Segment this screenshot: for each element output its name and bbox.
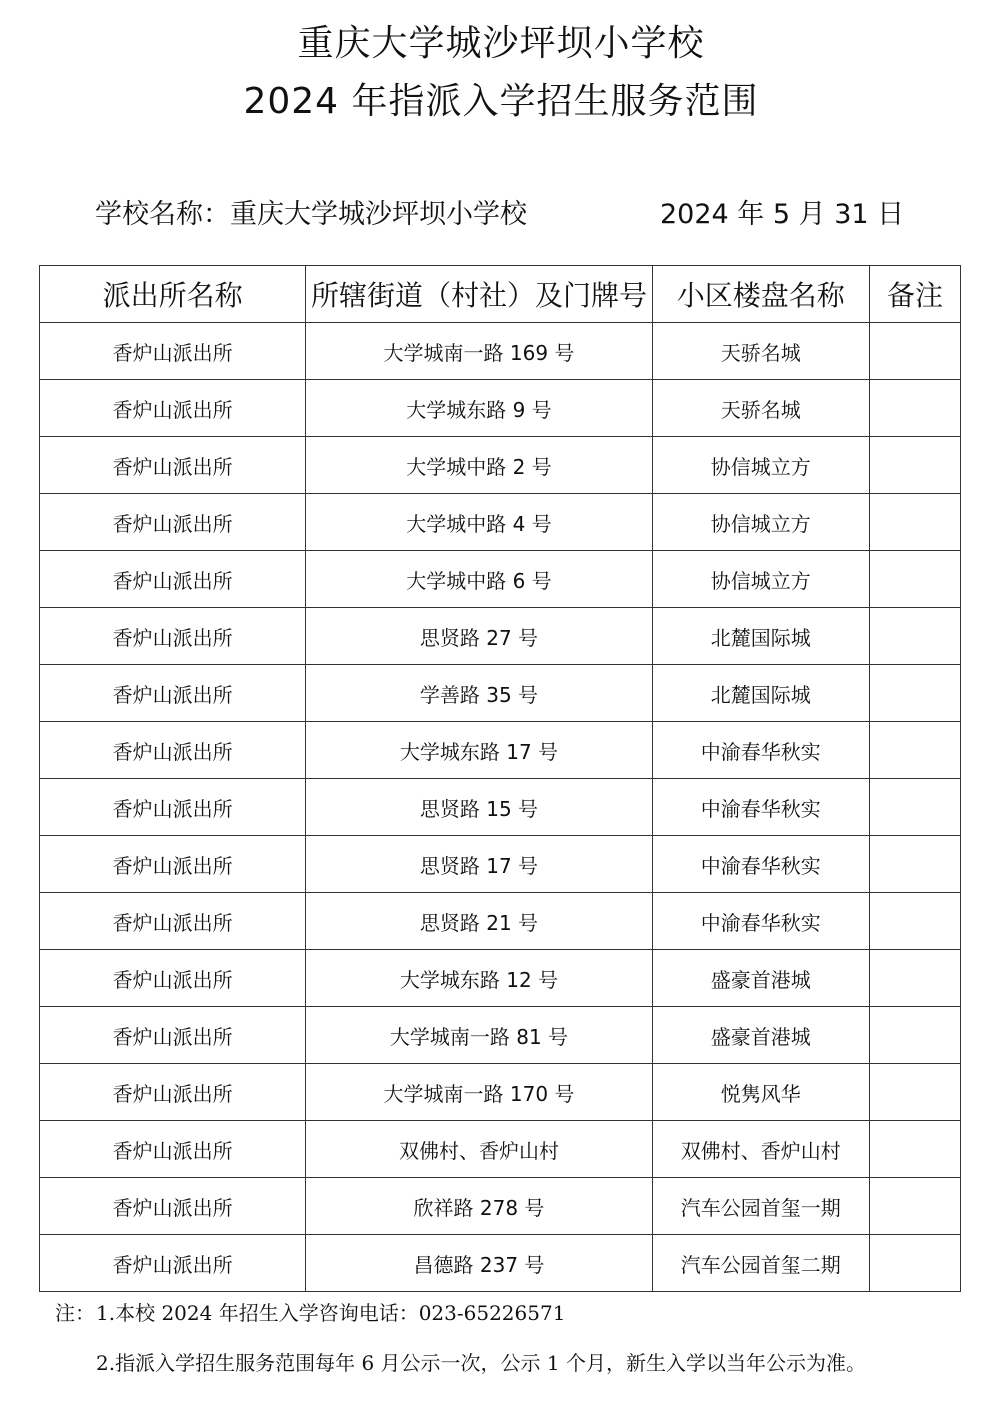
cell-community: 北麓国际城 (652, 665, 869, 722)
cell-police-station: 香炉山派出所 (40, 950, 306, 1007)
cell-street-address: 欣祥路 278 号 (306, 1178, 652, 1235)
cell-street-address: 思贤路 21 号 (306, 893, 652, 950)
table-row (40, 1178, 961, 1235)
table-row (40, 722, 961, 779)
cell-street-address: 思贤路 15 号 (306, 779, 652, 836)
cell-police-station: 香炉山派出所 (40, 1121, 306, 1178)
cell-street-address: 昌德路 237 号 (306, 1235, 652, 1292)
table-header-row (40, 266, 961, 323)
cell-street-address: 学善路 35 号 (306, 665, 652, 722)
cell-police-station: 香炉山派出所 (40, 1064, 306, 1121)
table-row (40, 950, 961, 1007)
cell-community: 天骄名城 (652, 380, 869, 437)
cell-street-address: 双佛村、香炉山村 (306, 1121, 652, 1178)
table-row (40, 836, 961, 893)
table-row (40, 323, 961, 380)
cell-police-station: 香炉山派出所 (40, 893, 306, 950)
cell-community: 天骄名城 (652, 323, 869, 380)
cell-community: 中渝春华秋实 (652, 893, 869, 950)
cell-remarks (869, 722, 960, 779)
cell-street-address: 大学城东路 9 号 (306, 380, 652, 437)
document-subtitle: 2024 年指派入学招生服务范围 (243, 81, 759, 122)
cell-police-station: 香炉山派出所 (40, 437, 306, 494)
cell-community: 协信城立方 (652, 494, 869, 551)
table-row (40, 1235, 961, 1292)
service-area-table (39, 265, 961, 1292)
cell-street-address: 大学城东路 17 号 (306, 722, 652, 779)
cell-community: 盛豪首港城 (652, 950, 869, 1007)
meta-line (0, 193, 1002, 237)
table-row (40, 1007, 961, 1064)
cell-remarks (869, 551, 960, 608)
cell-street-address: 大学城中路 2 号 (306, 437, 652, 494)
cell-remarks (869, 1235, 960, 1292)
note-1-text: 1.本校 2024 年招生入学咨询电话：023-65226571 (96, 1301, 566, 1325)
cell-community: 北麓国际城 (652, 608, 869, 665)
cell-police-station: 香炉山派出所 (40, 494, 306, 551)
cell-police-station: 香炉山派出所 (40, 1178, 306, 1235)
cell-street-address: 大学城南一路 81 号 (306, 1007, 652, 1064)
school-name: 学校名称：重庆大学城沙坪坝小学校 (95, 199, 527, 230)
cell-remarks (869, 1121, 960, 1178)
document-title: 重庆大学城沙坪坝小学校 (297, 23, 705, 64)
cell-street-address: 大学城南一路 169 号 (306, 323, 652, 380)
cell-remarks (869, 608, 960, 665)
cell-community: 中渝春华秋实 (652, 836, 869, 893)
cell-police-station: 香炉山派出所 (40, 1235, 306, 1292)
cell-remarks (869, 836, 960, 893)
cell-police-station: 香炉山派出所 (40, 836, 306, 893)
table-row (40, 1121, 961, 1178)
table-row (40, 437, 961, 494)
cell-police-station: 香炉山派出所 (40, 608, 306, 665)
cell-street-address: 思贤路 27 号 (306, 608, 652, 665)
table-row (40, 779, 961, 836)
cell-remarks (869, 779, 960, 836)
table-row (40, 1064, 961, 1121)
cell-police-station: 香炉山派出所 (40, 722, 306, 779)
header-street-address: 所辖街道（村社）及门牌号 (306, 266, 652, 323)
note-2-text: 2.指派入学招生服务范围每年 6 月公示一次，公示 1 个月，新生入学以当年公示为准。 (96, 1351, 866, 1375)
note-label: 注： (55, 1301, 95, 1325)
cell-street-address: 大学城南一路 170 号 (306, 1064, 652, 1121)
cell-remarks (869, 323, 960, 380)
cell-community: 协信城立方 (652, 551, 869, 608)
cell-remarks (869, 1064, 960, 1121)
cell-remarks (869, 1007, 960, 1064)
table-row (40, 893, 961, 950)
cell-community: 协信城立方 (652, 437, 869, 494)
header-remarks: 备注 (869, 266, 960, 323)
cell-police-station: 香炉山派出所 (40, 380, 306, 437)
cell-remarks (869, 1178, 960, 1235)
cell-community: 悦隽风华 (652, 1064, 869, 1121)
cell-remarks (869, 893, 960, 950)
cell-police-station: 香炉山派出所 (40, 1007, 306, 1064)
cell-community: 汽车公园首玺二期 (652, 1235, 869, 1292)
table-row (40, 608, 961, 665)
table-body (40, 323, 961, 1292)
cell-remarks (869, 494, 960, 551)
cell-remarks (869, 665, 960, 722)
cell-street-address: 大学城中路 6 号 (306, 551, 652, 608)
cell-police-station: 香炉山派出所 (40, 551, 306, 608)
cell-police-station: 香炉山派出所 (40, 323, 306, 380)
cell-community: 中渝春华秋实 (652, 722, 869, 779)
table-row (40, 494, 961, 551)
table-row (40, 380, 961, 437)
cell-street-address: 大学城中路 4 号 (306, 494, 652, 551)
cell-street-address: 大学城东路 12 号 (306, 950, 652, 1007)
cell-remarks (869, 380, 960, 437)
table-row (40, 551, 961, 608)
table-row (40, 665, 961, 722)
cell-community: 盛豪首港城 (652, 1007, 869, 1064)
cell-community: 双佛村、香炉山村 (652, 1121, 869, 1178)
document-date: 2024 年 5 月 31 日 (660, 199, 905, 230)
cell-police-station: 香炉山派出所 (40, 779, 306, 836)
cell-police-station: 香炉山派出所 (40, 665, 306, 722)
cell-community: 汽车公园首玺一期 (652, 1178, 869, 1235)
cell-remarks (869, 950, 960, 1007)
header-community: 小区楼盘名称 (652, 266, 869, 323)
cell-street-address: 思贤路 17 号 (306, 836, 652, 893)
cell-remarks (869, 437, 960, 494)
header-police-station: 派出所名称 (40, 266, 306, 323)
cell-community: 中渝春华秋实 (652, 779, 869, 836)
